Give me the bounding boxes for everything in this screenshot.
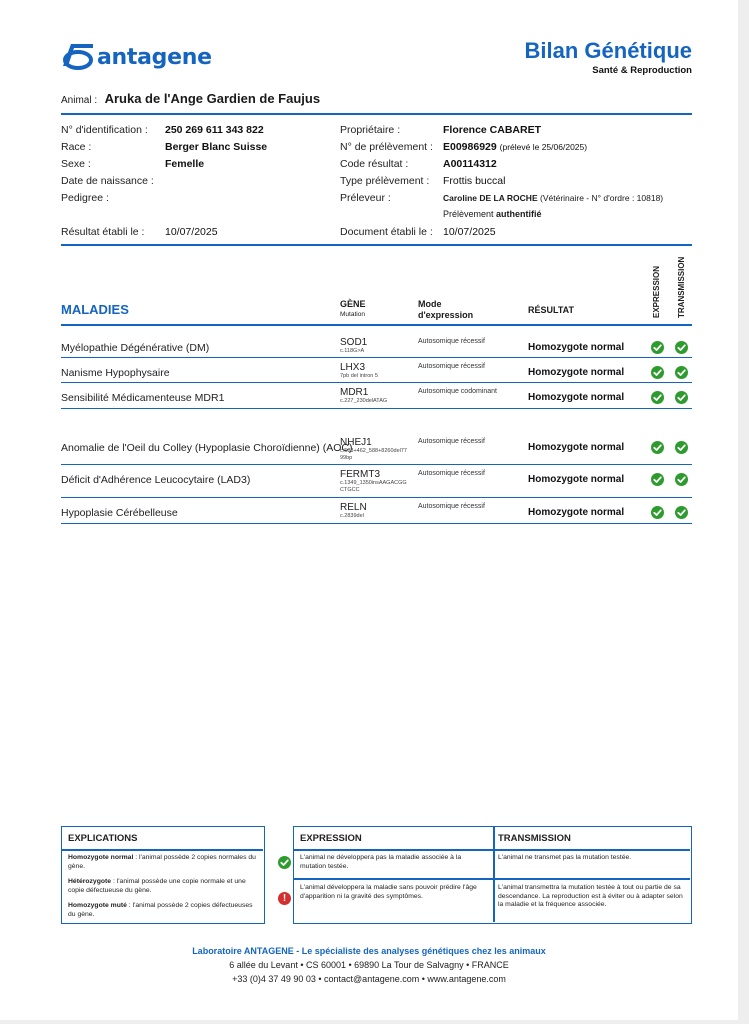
legend-row-divider [294, 878, 690, 880]
gene-name: FERMT3 [340, 469, 380, 480]
disease-name: Déficit d'Adhérence Leucocytaire (LAD3) [61, 474, 251, 486]
gene-name: SOD1 [340, 337, 368, 348]
inheritance-mode: Autosomique récessif [418, 363, 485, 370]
report-title: Bilan Génétique [524, 38, 692, 63]
collector-note: (Vétérinaire - N° d'ordre : 10818) [540, 193, 664, 203]
explication-homozygous-mutated [68, 902, 258, 919]
row-divider [61, 523, 692, 524]
race-value: Berger Blanc Suisse [165, 141, 268, 153]
explication-homozygous-normal [68, 854, 258, 871]
sample-no [443, 141, 587, 153]
mutation: c.227_230delATAG [340, 398, 388, 404]
mutation: c.2839del [340, 513, 364, 519]
disease-name: Hypoplasie Cérébelleuse [61, 507, 178, 519]
transmission-check-icon [675, 341, 688, 354]
section-title: MALADIES [61, 302, 129, 317]
expression-check-icon [651, 441, 664, 454]
gene-name: LHX3 [340, 362, 366, 373]
transmission-check-icon [675, 391, 688, 404]
legend-col-divider [493, 827, 495, 922]
term-homozygous-normal: Homozygote normal [68, 854, 134, 861]
mutation: c.118G>A [340, 348, 365, 354]
legend-header-divider [294, 849, 690, 851]
transmission-check-icon [675, 366, 688, 379]
id-label: N° d'identification : [61, 124, 148, 136]
antagene-logo [61, 42, 221, 74]
warn-transmission-text: L'animal transmettra la mutation testée à tout ou partie de sa descendance. La reproduction est à éviter ou à adapter selon la maladie et la fréquence associée. [498, 884, 683, 908]
explications-box [61, 826, 265, 924]
collector-name: Caroline DE LA ROCHE [443, 193, 538, 203]
sex-label: Sexe : [61, 158, 91, 170]
transmission-check-icon [675, 473, 688, 486]
document-date-value: 10/07/2025 [443, 226, 496, 238]
sample-type-value: Frottis buccal [443, 175, 506, 187]
col-gene-sub: Mutation [340, 311, 365, 318]
owner-value: Florence CABARET [443, 124, 542, 136]
col-gene: GÈNE [340, 299, 366, 309]
animal-label: Animal : [61, 95, 98, 106]
result-date-label: Résultat établi le : [61, 226, 145, 238]
row-divider [61, 497, 692, 498]
sex-value: Femelle [165, 158, 205, 170]
animal-name: Aruka de l'Ange Gardien de Faujus [104, 91, 321, 106]
ok-transmission-text: L'animal ne transmet pas la mutation testée. [498, 854, 632, 861]
header-divider [61, 113, 692, 115]
sample-no-label: N° de prélèvement : [340, 141, 433, 153]
mutation-line-2: 99bp [340, 455, 353, 461]
explication-heterozygous [68, 878, 258, 895]
result-value: Homozygote normal [528, 507, 625, 518]
mutation-line-1: c.588+462_588+8260del77 [340, 448, 407, 454]
table-header-line [61, 324, 692, 326]
footer-contact: +33 (0)4 37 49 90 03 • contact@antagene.com • www.antagene.com [232, 974, 506, 984]
collector [443, 193, 663, 203]
footer-address: 6 allée du Levant • CS 60001 • 69890 La Tour de Salvagny • FRANCE [229, 960, 509, 970]
col-mode-2: d'expression [418, 310, 474, 320]
disease-name: Myélopathie Dégénérative (DM) [61, 342, 210, 354]
animal-line [61, 90, 320, 108]
result-value: Homozygote normal [528, 392, 625, 403]
result-code-value: A00114312 [443, 158, 497, 170]
mutation-line-1: c.1349_1350insAAGACGG [340, 480, 407, 486]
result-value: Homozygote normal [528, 342, 625, 353]
term-homozygous-mutated: Homozygote muté [68, 902, 127, 909]
gene-name: MDR1 [340, 387, 369, 398]
inheritance-mode: Autosomique récessif [418, 470, 485, 477]
expression-check-icon [651, 366, 664, 379]
col-result: RÉSULTAT [528, 305, 574, 315]
mutation-line-2: CTGCC [340, 487, 360, 493]
expression-title: EXPRESSION [300, 833, 362, 844]
expression-check-icon [651, 506, 664, 519]
gene-name: RELN [340, 502, 367, 513]
result-date-value: 10/07/2025 [165, 226, 218, 238]
report-subtitle: Santé & Reproduction [592, 65, 692, 76]
logo-text: antagene [97, 45, 212, 70]
transmission-check-icon [675, 441, 688, 454]
row-divider [61, 408, 692, 409]
text-homozygous-mutated: : l'animal possède 2 copies défectueuses du gène. [68, 902, 253, 918]
id-value: 250 269 611 343 822 [165, 124, 264, 136]
result-value: Homozygote normal [528, 442, 625, 453]
disease-name: Nanisme Hypophysaire [61, 367, 170, 379]
col-mode-1: Mode [418, 299, 442, 309]
warn-expression-text: L'animal développera la maladie sans pouvoir prédire l'âge d'apparition ni la gravité des symptômes. [300, 884, 477, 900]
explications-title: EXPLICATIONS [68, 833, 138, 844]
inheritance-mode: Autosomique récessif [418, 438, 485, 445]
authenticated-text: Prélèvement [443, 209, 494, 219]
transmission-check-icon [675, 506, 688, 519]
authenticated-line [443, 209, 542, 219]
sample-type-label: Type prélèvement : [340, 175, 430, 187]
expression-check-icon [651, 473, 664, 486]
explications-divider [62, 849, 263, 851]
info-divider [61, 244, 692, 246]
inheritance-mode: Autosomique codominant [418, 388, 497, 395]
mutation: 7pb del intron 5 [340, 373, 378, 379]
disease-name: Anomalie de l'Oeil du Colley (Hypoplasie Choroïdienne) (AOC) [61, 442, 353, 454]
inheritance-mode: Autosomique récessif [418, 338, 485, 345]
antagene-logo-icon [61, 42, 95, 72]
col-expression: EXPRESSION [652, 265, 661, 318]
result-value: Homozygote normal [528, 474, 625, 485]
row-divider [61, 357, 692, 358]
expression-transmission-box [293, 826, 692, 924]
document-date-label: Document établi le : [340, 226, 433, 238]
result-code-label: Code résultat : [340, 158, 409, 170]
footer-lab: Laboratoire ANTAGENE - Le spécialiste des analyses génétiques chez les animaux [192, 946, 546, 956]
disease-name: Sensibilité Médicamenteuse MDR1 [61, 392, 225, 404]
legend-check-icon [278, 856, 291, 869]
ok-expression-text: L'animal ne développera pas la maladie associée à la mutation testée. [300, 854, 462, 870]
expression-check-icon [651, 341, 664, 354]
text-homozygous-normal: : l'animal possède 2 copies normales du gène. [68, 854, 256, 870]
inheritance-mode: Autosomique récessif [418, 503, 485, 510]
gene-name: NHEJ1 [340, 437, 372, 448]
text-heterozygous: : l'animal possède une copie normale et une copie défectueuse du gène. [68, 878, 246, 894]
collector-label: Préleveur : [340, 192, 391, 204]
row-divider [61, 464, 692, 465]
row-divider [61, 382, 692, 383]
birthdate-label: Date de naissance : [61, 175, 154, 187]
term-heterozygous: Hétérozygote [68, 878, 112, 885]
col-transmission: TRANSMISSION [677, 256, 686, 318]
pedigree-label: Pedigree : [61, 192, 109, 204]
sample-date-note: (prélevé le 25/06/2025) [499, 142, 588, 152]
owner-label: Propriétaire : [340, 124, 401, 136]
result-value: Homozygote normal [528, 367, 625, 378]
expression-check-icon [651, 391, 664, 404]
authenticated-bold: authentifié [496, 209, 542, 219]
race-label: Race : [61, 141, 92, 153]
sample-no-value: E00986929 [443, 141, 497, 153]
legend-warning-icon: ! [278, 892, 291, 905]
transmission-title: TRANSMISSION [498, 833, 571, 844]
